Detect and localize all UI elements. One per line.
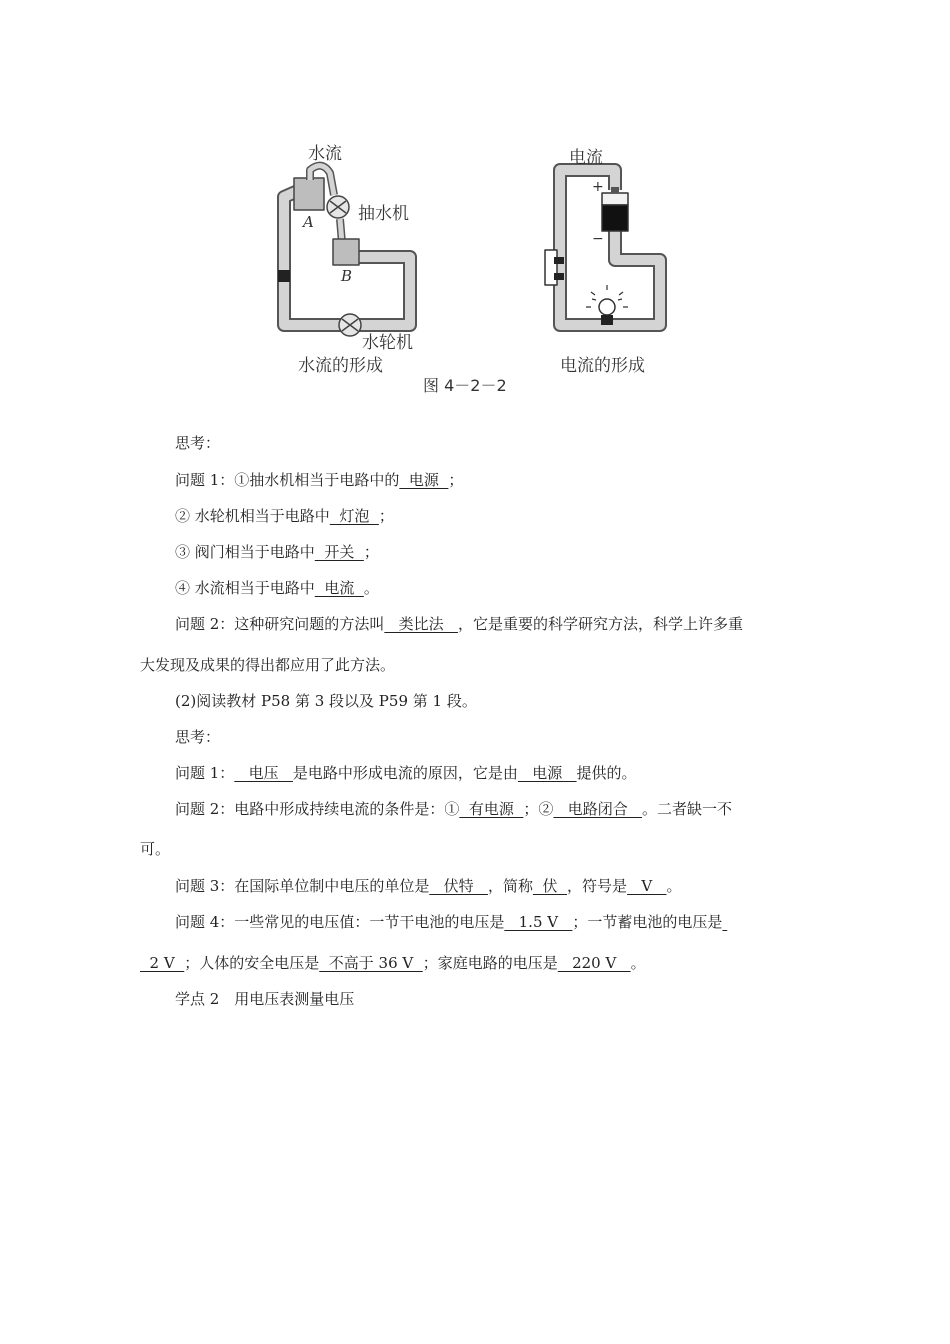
answer-blank: 电源	[517, 764, 577, 782]
answer-blank: 类比法	[384, 615, 458, 633]
answer-blank	[722, 913, 727, 931]
section2-question-4: 问题 4：一些常见的电压值：一节干电池的电压是 1.5 V ；一节蓄电池的电压是	[140, 912, 820, 932]
water-circuit	[278, 166, 410, 336]
question-1-item-1: 问题 1：①抽水机相当于电路中的 电源 ；	[175, 471, 464, 489]
answer-blank: 不高于 36 V	[319, 954, 423, 972]
answer-blank: 2 V	[140, 954, 185, 972]
answer-blank: 开关	[314, 543, 364, 561]
answer-blank: 电压	[234, 764, 293, 782]
minus-sign: −	[592, 231, 604, 247]
section2-question-4-continued: 2 V ；人体的安全电压是 不高于 36 V ；家庭电路的电压是 220 V 。	[140, 954, 646, 972]
figure-number: 图 4－2－2	[423, 376, 507, 395]
pump-label: 抽水机	[358, 204, 409, 224]
question-1-item-2: ② 水轮机相当于电路中 灯泡 ；	[175, 507, 394, 525]
current-caption: 电流的形成	[560, 356, 645, 376]
think-heading-1: 思考：	[175, 434, 221, 452]
section2-question-1: 问题 1： 电压 是电路中形成电流的原因，它是由 电源 提供的。	[175, 764, 637, 782]
section2-question-3: 问题 3：在国际单位制中电压的单位是 伏特 ，简称 伏 ，符号是 V 。	[175, 877, 682, 895]
answer-blank: 伏	[532, 877, 568, 895]
question-2-continued: 大发现及成果的得出都应用了此方法。	[140, 656, 396, 674]
answer-blank: 220 V	[557, 954, 631, 972]
water-flow-label: 水流	[308, 144, 342, 164]
question-1-item-4: ④ 水流相当于电路中 电流 。	[175, 579, 379, 597]
current-label: 电流	[569, 148, 603, 168]
answer-blank: 1.5 V	[504, 913, 573, 931]
answer-blank: 伏特	[429, 877, 488, 895]
question-2: 问题 2：这种研究问题的方法叫 类比法 ，它是重要的科学研究方法，科学上许多重	[175, 615, 743, 633]
question-1-item-3: ③ 阀门相当于电路中 开关 ；	[175, 543, 379, 561]
section2-question-2-continued: 可。	[140, 840, 171, 858]
water-caption: 水流的形成	[298, 356, 383, 376]
label-a: A	[303, 213, 314, 231]
think-heading-2: 思考：	[175, 728, 221, 746]
answer-blank: 电路闭合	[553, 800, 643, 818]
learning-point-2-heading: 学点 2 用电压表测量电压	[175, 990, 355, 1008]
answer-blank: 电源	[399, 471, 449, 489]
answer-blank: 有电源	[459, 800, 524, 818]
turbine-label: 水轮机	[362, 333, 413, 353]
figure-4-2-2	[270, 135, 680, 400]
label-b: B	[341, 267, 353, 285]
answer-blank: 电流	[314, 579, 364, 597]
plus-sign: +	[592, 179, 604, 195]
answer-blank: V	[627, 877, 667, 895]
reading-instruction: (2)阅读教材 P58 第 3 段以及 P59 第 1 段。	[175, 692, 477, 710]
section2-question-2: 问题 2：电路中形成持续电流的条件是：① 有电源 ；② 电路闭合 。二者缺一不	[175, 800, 733, 818]
answer-blank: 灯泡	[329, 507, 379, 525]
